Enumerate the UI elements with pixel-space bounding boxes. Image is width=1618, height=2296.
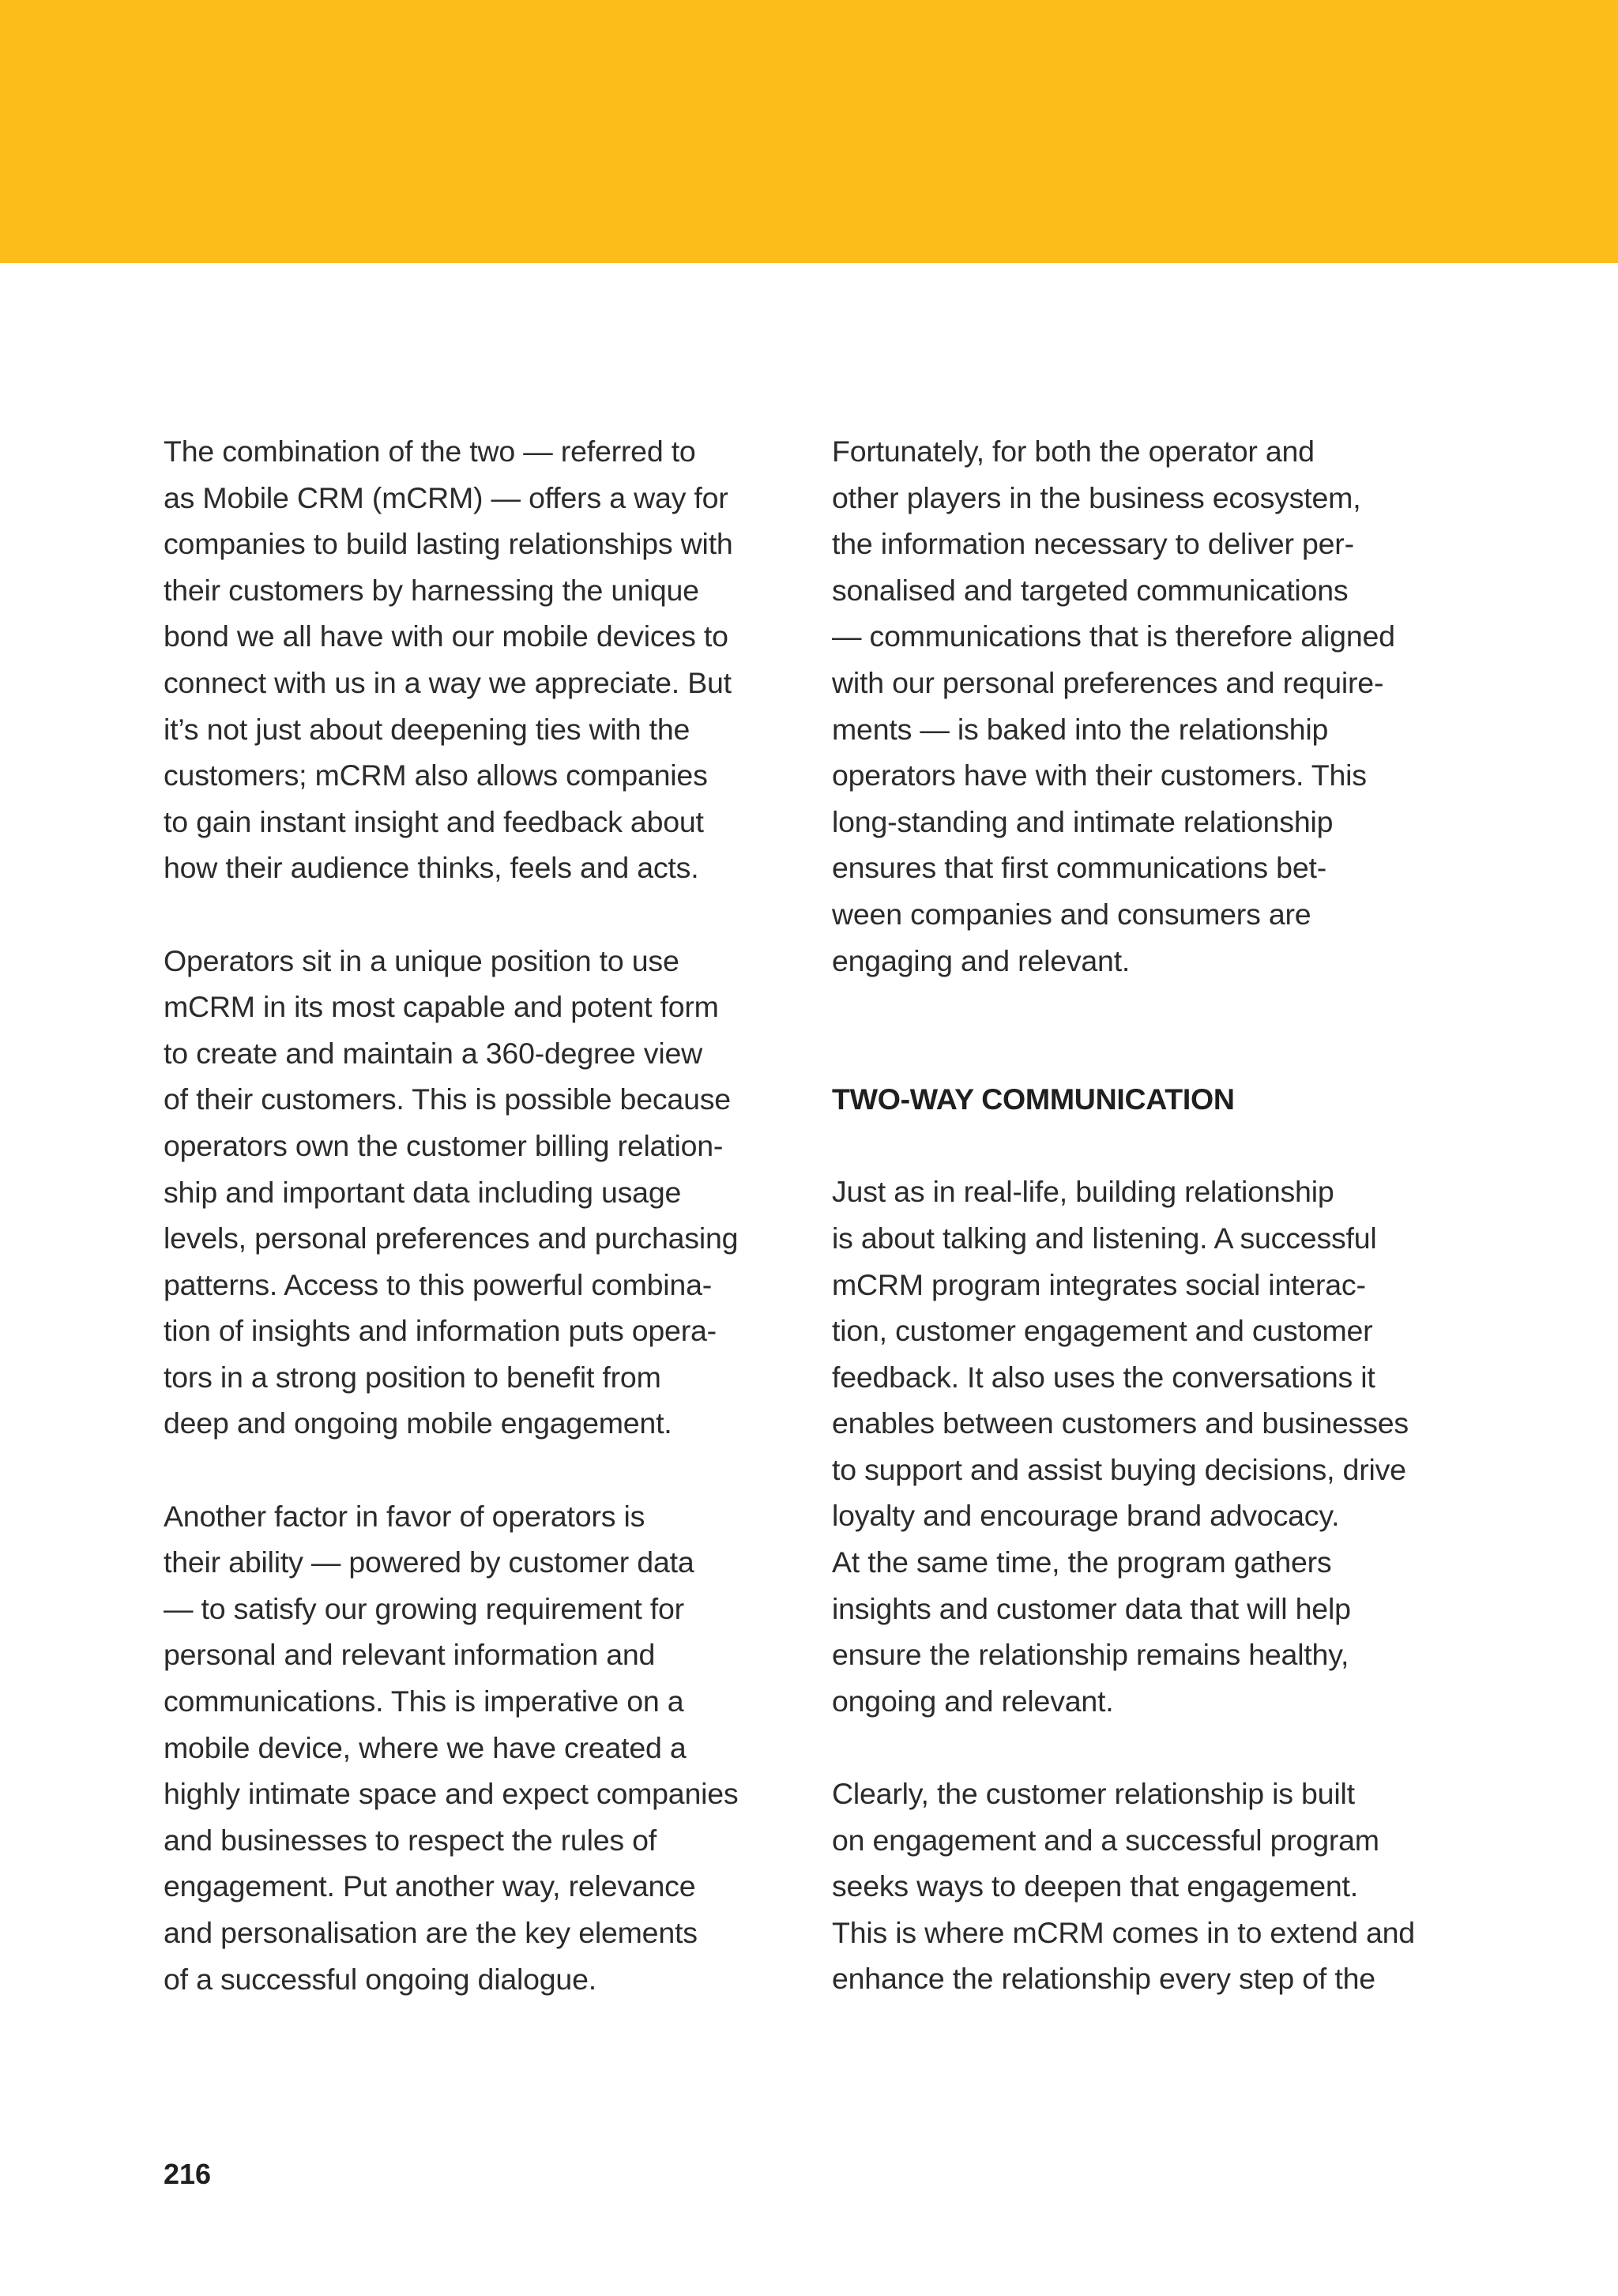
text-line: long-standing and intimate relationship: [832, 804, 1334, 838]
text-line: operators have with their customers. This: [832, 758, 1367, 792]
text-line: their customers by harnessing the unique: [164, 573, 699, 607]
text-line: to gain instant insight and feedback about: [164, 804, 704, 838]
text-line: engagement. Put another way, relevance: [164, 1869, 696, 1903]
text-line: enables between customers and businesses: [832, 1406, 1409, 1440]
text-line: as Mobile CRM (mCRM) — offers a way for: [164, 480, 728, 514]
text-line: tors in a strong position to benefit from: [164, 1360, 661, 1394]
text-line: personal and relevant information and: [164, 1638, 656, 1672]
header-color-band: [0, 0, 1618, 263]
text-line: companies to build lasting relationships with: [164, 527, 733, 561]
text-line: how their audience thinks, feels and acts.: [164, 851, 699, 885]
paragraph-spacer: [164, 891, 811, 938]
text-line: connect with us in a way we appreciate. But: [164, 665, 732, 699]
paragraph: [832, 1771, 1480, 2002]
paragraph: [164, 1493, 811, 2003]
page-number: 216: [164, 2158, 212, 2190]
text-line: is about talking and listening. A successful: [832, 1221, 1377, 1255]
text-line: mCRM in its most capable and potent form: [164, 990, 719, 1024]
text-line: deep and ongoing mobile engagement.: [164, 1406, 672, 1440]
text-line: tion of insights and information puts opera-: [164, 1314, 717, 1348]
text-line: to support and assist buying decisions, drive: [832, 1452, 1406, 1486]
text-line: feedback. It also uses the conversations it: [832, 1360, 1375, 1394]
text-line: tion, customer engagement and customer: [832, 1314, 1373, 1348]
text-line: communications. This is imperative on a: [164, 1684, 684, 1718]
text-line: Operators sit in a unique position to use: [164, 943, 679, 977]
text-line: highly intimate space and expect companies: [164, 1777, 739, 1811]
text-line: of their customers. This is possible because: [164, 1082, 731, 1116]
text-line: At the same time, the program gathers: [832, 1545, 1332, 1579]
text-line: ensures that first communications bet-: [832, 851, 1326, 885]
text-line: Just as in real-life, building relationship: [832, 1175, 1334, 1209]
text-line: ments — is baked into the relationship: [832, 712, 1329, 746]
text-line: and personalisation are the key elements: [164, 1916, 698, 1949]
text-line: operators own the customer billing relation-: [164, 1128, 724, 1162]
text-line: patterns. Access to this powerful combina-: [164, 1267, 713, 1301]
paragraph-spacer: [832, 1123, 1480, 1169]
text-line: — to satisfy our growing requirement for: [164, 1591, 684, 1625]
text-line: it’s not just about deepening ties with the: [164, 712, 690, 746]
text-line: the information necessary to deliver per-: [832, 527, 1354, 561]
text-line: Clearly, the customer relationship is built: [832, 1777, 1355, 1811]
text-line: ship and important data including usage: [164, 1175, 682, 1209]
text-line: engaging and relevant.: [832, 943, 1131, 977]
section-spacer: [832, 984, 1480, 1076]
right-text-column: [832, 428, 1480, 2002]
text-line: ween companies and consumers are: [832, 897, 1311, 931]
text-line: levels, personal preferences and purchasing: [164, 1221, 739, 1255]
text-line: ongoing and relevant.: [832, 1684, 1114, 1718]
text-line: mobile device, where we have created a: [164, 1730, 687, 1764]
text-line: enhance the relationship every step of the: [832, 1962, 1375, 1996]
text-line: This is where mCRM comes in to extend and: [832, 1915, 1415, 1949]
text-line: — communications that is therefore aligned: [832, 619, 1395, 653]
text-line: ensure the relationship remains healthy,: [832, 1638, 1349, 1672]
text-line: of a successful ongoing dialogue.: [164, 1962, 596, 1996]
paragraph: [164, 428, 811, 891]
text-line: Fortunately, for both the operator and: [832, 435, 1315, 468]
text-line: other players in the business ecosystem,: [832, 480, 1361, 514]
section-heading: TWO-WAY COMMUNICATION: [832, 1082, 1235, 1116]
text-line: The combination of the two — referred to: [164, 435, 696, 468]
text-line: and businesses to respect the rules of: [164, 1823, 657, 1857]
text-line: customers; mCRM also allows companies: [164, 758, 708, 792]
text-line: Another factor in favor of operators is: [164, 1499, 645, 1533]
text-line: seeks ways to deepen that engagement.: [832, 1869, 1358, 1903]
text-line: with our personal preferences and require-: [832, 665, 1384, 699]
paragraph-spacer: [832, 1724, 1480, 1771]
left-text-column: [164, 428, 811, 2002]
text-line: to create and maintain a 360-degree view: [164, 1036, 703, 1070]
text-line: on engagement and a successful program: [832, 1823, 1379, 1857]
paragraph: [832, 1169, 1480, 1724]
paragraph-spacer: [164, 1447, 811, 1493]
text-line: their ability — powered by customer data: [164, 1545, 694, 1579]
paragraph: [832, 428, 1480, 984]
text-line: mCRM program integrates social interac-: [832, 1267, 1366, 1301]
paragraph: [164, 938, 811, 1447]
text-line: loyalty and encourage brand advocacy.: [832, 1499, 1340, 1533]
text-line: bond we all have with our mobile devices to: [164, 619, 728, 653]
text-line: insights and customer data that will help: [832, 1591, 1351, 1625]
text-line: sonalised and targeted communications: [832, 573, 1349, 607]
